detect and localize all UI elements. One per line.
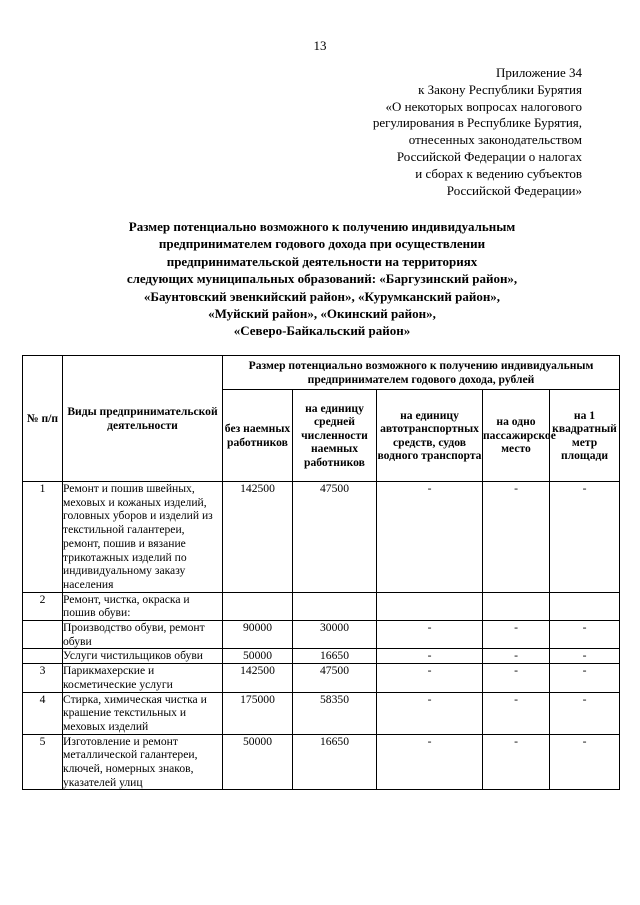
value-per-sqm: - (550, 734, 620, 790)
header-income-group: Размер потенциально возможного к получению индивидуальным предпринимателем годового дохода, рублей (223, 356, 620, 390)
value-per-employee: 16650 (293, 649, 377, 664)
title-line: предпринимателем годового дохода при осуществлении (158, 236, 486, 252)
header-activity: Виды предпринимательской деятельности (63, 356, 223, 482)
appendix-line: и сборах к ведению субъектов (415, 165, 582, 181)
document-title (62, 218, 582, 340)
value-per-employee: 30000 (293, 621, 377, 649)
value-per-employee: 16650 (293, 734, 377, 790)
value-per-employee: 47500 (293, 482, 377, 593)
title-line: «Баунтовский эвенкийский район», «Курумканский район», (143, 288, 501, 304)
activity-name: Ремонт, чистка, окраска и пошив обуви: (63, 592, 223, 620)
appendix-line: «О некоторых вопросах налогового (385, 98, 582, 114)
page-number: 13 (313, 38, 327, 53)
value-per-vehicle: - (377, 621, 483, 649)
header-per-sqm: на 1 квадратный метр площади (550, 390, 620, 482)
activity-name: Ремонт и пошив швейных, меховых и кожаных изделий, головных уборов и изделий из текстильной галантереи, ремонт, пошив и вязание трикотажных изделий по индивидуальному заказу населения (63, 482, 223, 593)
value-no-employees: 50000 (223, 734, 293, 790)
value-per-sqm: - (550, 692, 620, 734)
appendix-line: регулирования в Республике Бурятия, (372, 115, 582, 131)
title-line: «Муйский район», «Окинский район», (208, 306, 436, 322)
value-per-vehicle (377, 592, 483, 620)
table-row (23, 664, 620, 692)
header-per-vehicle: на единицу автотранспортных средств, судов водного транспорта (377, 390, 483, 482)
row-number: 1 (23, 482, 63, 593)
income-table (22, 355, 620, 790)
activity-name: Изготовление и ремонт металлической галантереи, ключей, номерных знаков, указателей улиц (63, 734, 223, 790)
activity-name: Стирка, химическая чистка и крашение текстильных и меховых изделий (63, 692, 223, 734)
value-per-seat: - (483, 692, 550, 734)
title-line: предпринимательской деятельности на территориях (166, 253, 478, 269)
table-row (23, 734, 620, 790)
row-number (23, 649, 63, 664)
header-per-employee: на единицу средней численности наемных работников (293, 390, 377, 482)
row-number: 4 (23, 692, 63, 734)
table-row (23, 692, 620, 734)
value-per-vehicle: - (377, 692, 483, 734)
value-no-employees: 142500 (223, 664, 293, 692)
value-per-sqm: - (550, 664, 620, 692)
value-per-seat: - (483, 664, 550, 692)
appendix-line: к Закону Республики Бурятия (418, 81, 582, 97)
title-line: Размер потенциально возможного к получению индивидуальным (128, 219, 516, 234)
value-per-seat: - (483, 734, 550, 790)
value-per-seat: - (483, 482, 550, 593)
value-per-vehicle: - (377, 482, 483, 593)
activity-name: Услуги чистильщиков обуви (63, 649, 223, 664)
value-per-seat: - (483, 649, 550, 664)
value-no-employees: 142500 (223, 482, 293, 593)
value-no-employees: 175000 (223, 692, 293, 734)
table-row (23, 482, 620, 593)
value-per-seat: - (483, 621, 550, 649)
value-no-employees: 50000 (223, 649, 293, 664)
value-per-employee (293, 592, 377, 620)
appendix-line: Приложение 34 (495, 65, 582, 80)
value-per-sqm: - (550, 621, 620, 649)
table-row (23, 621, 620, 649)
activity-name: Производство обуви, ремонт обуви (63, 621, 223, 649)
value-per-vehicle: - (377, 664, 483, 692)
header-no-employees: без наемных работников (223, 390, 293, 482)
value-per-sqm: - (550, 482, 620, 593)
title-line: «Северо-Байкальский район» (233, 323, 411, 339)
value-per-employee: 47500 (293, 664, 377, 692)
table-row (23, 592, 620, 620)
appendix-line: Российской Федерации» (446, 182, 582, 198)
header-num: № п/п (23, 356, 63, 482)
value-per-sqm (550, 592, 620, 620)
value-no-employees (223, 592, 293, 620)
table-row (23, 649, 620, 664)
value-per-seat (483, 592, 550, 620)
header-per-seat: на одно пассажирское место (483, 390, 550, 482)
value-no-employees: 90000 (223, 621, 293, 649)
appendix-line: отнесенных законодательством (408, 132, 582, 148)
title-line: следующих муниципальных образований: «Баргузинский район», (126, 271, 518, 287)
value-per-vehicle: - (377, 734, 483, 790)
value-per-vehicle: - (377, 649, 483, 664)
activity-name: Парикмахерские и косметические услуги (63, 664, 223, 692)
value-per-employee: 58350 (293, 692, 377, 734)
row-number (23, 621, 63, 649)
row-number: 3 (23, 664, 63, 692)
appendix-note (282, 65, 582, 199)
appendix-line: Российской Федерации о налогах (396, 148, 582, 164)
row-number: 5 (23, 734, 63, 790)
value-per-sqm: - (550, 649, 620, 664)
row-number: 2 (23, 592, 63, 620)
